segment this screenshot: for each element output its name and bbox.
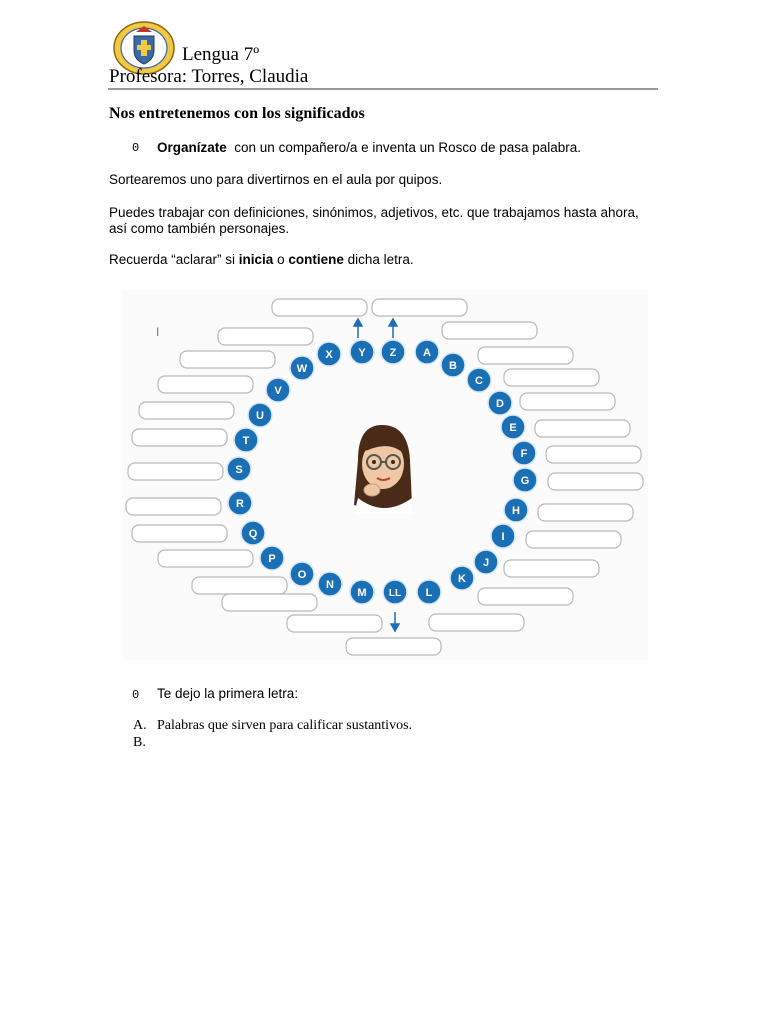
letter-label: W bbox=[296, 363, 308, 375]
letter-label: C bbox=[475, 375, 483, 387]
item-a-text: Palabras que sirven para calificar sustantivos. bbox=[157, 718, 413, 733]
letter-circle-i[interactable] bbox=[491, 524, 515, 548]
item-b-letter: B. bbox=[133, 735, 146, 750]
answer-box[interactable] bbox=[139, 402, 234, 419]
letter-label: G bbox=[520, 475, 530, 487]
answer-box[interactable] bbox=[548, 473, 643, 490]
letter-label: V bbox=[274, 385, 282, 397]
letter-circle-g[interactable] bbox=[513, 468, 537, 492]
stray-mark: I bbox=[156, 325, 160, 339]
letter-circle-o[interactable] bbox=[290, 562, 314, 586]
letter-circle-h[interactable] bbox=[504, 498, 528, 522]
item-a-letter: A. bbox=[133, 718, 147, 733]
letter-label: Z bbox=[389, 347, 397, 359]
letter-circle-e[interactable] bbox=[501, 415, 525, 439]
letter-circle-c[interactable] bbox=[467, 368, 491, 392]
subject-title: Lengua 7º bbox=[182, 44, 260, 65]
letter-circle-t[interactable] bbox=[234, 428, 258, 452]
letter-circle-q[interactable] bbox=[241, 521, 265, 545]
bold-inicia: inicia bbox=[238, 252, 274, 267]
letter-label: M bbox=[357, 587, 367, 599]
letter-label: O bbox=[297, 569, 307, 581]
answer-box[interactable] bbox=[218, 328, 313, 345]
answer-box[interactable] bbox=[158, 376, 253, 393]
paragraph-reminder: Recuerda “aclarar” si inicia o contiene dicha letra. bbox=[109, 252, 414, 267]
letter-circle-x[interactable] bbox=[317, 342, 341, 366]
answer-box[interactable] bbox=[180, 351, 275, 368]
letter-circle-ll[interactable] bbox=[383, 580, 407, 604]
instruction-bold: Organízate bbox=[157, 140, 227, 155]
letter-label: S bbox=[235, 464, 243, 476]
bold-contiene: contiene bbox=[288, 252, 344, 267]
letter-circle-m[interactable] bbox=[350, 580, 374, 604]
letter-circle-r[interactable] bbox=[228, 491, 252, 515]
activity-title: Nos entretenemos con los significados bbox=[109, 105, 365, 122]
instruction-text bbox=[157, 140, 581, 156]
answer-box[interactable] bbox=[128, 463, 223, 480]
letter-label: K bbox=[458, 573, 466, 585]
letter-label: E bbox=[509, 422, 517, 434]
letter-label: N bbox=[326, 579, 334, 591]
letter-label: D bbox=[496, 398, 504, 410]
bullet-marker: 0 bbox=[132, 141, 140, 155]
letter-label: H bbox=[512, 505, 520, 517]
answer-box[interactable] bbox=[520, 393, 615, 410]
letter-label: U bbox=[256, 410, 264, 422]
letter-circle-v[interactable] bbox=[266, 378, 290, 402]
letter-circle-p[interactable] bbox=[260, 546, 284, 570]
letter-circle-j[interactable] bbox=[474, 550, 498, 574]
teacher-avatar bbox=[354, 425, 412, 514]
letter-label: B bbox=[449, 360, 457, 372]
letter-label: X bbox=[325, 349, 333, 361]
answer-box[interactable] bbox=[346, 638, 441, 655]
teacher-name: Profesora: Torres, Claudia bbox=[109, 66, 309, 87]
answer-box[interactable] bbox=[222, 594, 317, 611]
answer-box[interactable] bbox=[429, 614, 524, 631]
instruction-rest: con un compañero/a e inventa un Rosco de pasa palabra. bbox=[226, 140, 582, 155]
answer-box[interactable] bbox=[132, 525, 227, 542]
answer-box[interactable] bbox=[478, 347, 573, 364]
answer-box[interactable] bbox=[132, 429, 227, 446]
letter-circle-n[interactable] bbox=[318, 572, 342, 596]
answer-box[interactable] bbox=[504, 560, 599, 577]
letter-label: A bbox=[423, 347, 431, 359]
letter-label: Y bbox=[358, 347, 366, 359]
rosco-diagram bbox=[122, 290, 648, 660]
letter-label: LL bbox=[388, 588, 402, 599]
paragraph-work: Puedes trabajar con definiciones, sinónimos, adjetivos, etc. que trabajamos hasta ahora, así como también personajes. bbox=[109, 205, 639, 236]
bullet-marker: 0 bbox=[132, 688, 140, 702]
letter-label: I bbox=[501, 531, 505, 543]
answer-box[interactable] bbox=[504, 369, 599, 386]
answer-box[interactable] bbox=[442, 322, 537, 339]
letter-label: L bbox=[425, 587, 433, 599]
answer-box[interactable] bbox=[192, 577, 287, 594]
answer-box[interactable] bbox=[158, 550, 253, 567]
paragraph-sort: Sortearemos uno para divertirnos en el aula por quipos. bbox=[109, 172, 443, 187]
letter-circle-l[interactable] bbox=[417, 580, 441, 604]
letter-circle-b[interactable] bbox=[441, 353, 465, 377]
answer-box[interactable] bbox=[526, 531, 621, 548]
letter-label: T bbox=[242, 435, 250, 447]
letter-circle-y[interactable] bbox=[350, 340, 374, 364]
answer-box[interactable] bbox=[272, 299, 367, 316]
letter-circle-u[interactable] bbox=[248, 403, 272, 427]
answer-box[interactable] bbox=[535, 420, 630, 437]
letter-label: Q bbox=[248, 528, 258, 540]
letter-circle-a[interactable] bbox=[415, 340, 439, 364]
letter-label: P bbox=[268, 553, 276, 565]
answer-box[interactable] bbox=[126, 498, 221, 515]
answer-box[interactable] bbox=[372, 299, 467, 316]
letter-circle-d[interactable] bbox=[488, 391, 512, 415]
answer-box[interactable] bbox=[546, 446, 641, 463]
letter-label: R bbox=[236, 498, 244, 510]
letter-circle-s[interactable] bbox=[227, 457, 251, 481]
letter-circle-z[interactable] bbox=[381, 340, 405, 364]
letter-circle-w[interactable] bbox=[290, 356, 314, 380]
letter-label: J bbox=[482, 557, 490, 569]
answer-box[interactable] bbox=[287, 615, 382, 632]
letter-circle-f[interactable] bbox=[512, 441, 536, 465]
first-letter-intro: Te dejo la primera letra: bbox=[157, 686, 299, 701]
letter-label: F bbox=[520, 448, 528, 460]
letter-circle-k[interactable] bbox=[450, 566, 474, 590]
answer-box[interactable] bbox=[478, 588, 573, 605]
answer-box[interactable] bbox=[538, 504, 633, 521]
header-divider bbox=[108, 88, 658, 90]
